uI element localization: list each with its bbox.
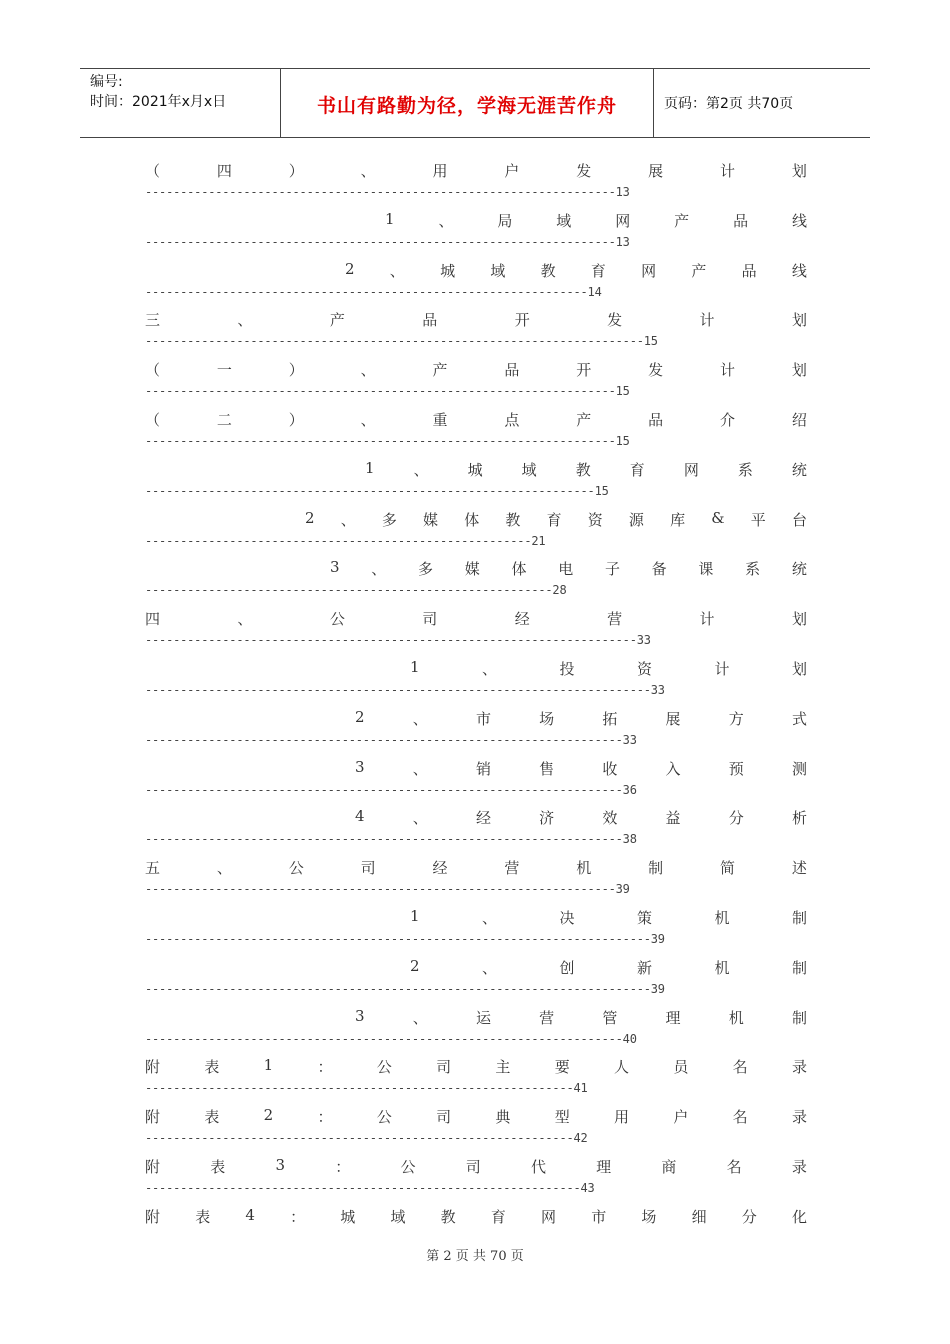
toc-entry-title: 附 表 3 ： 公 司 代 理 商 名 录 bbox=[145, 1155, 807, 1176]
toc-entry-title: 3 、 多 媒 体 电 子 备 课 系 统 bbox=[330, 558, 807, 579]
toc-entry-leader: --------------------------------------------------------------------40 bbox=[145, 1031, 637, 1046]
toc-entry-title: 3 、 运 营 管 理 机 制 bbox=[355, 1006, 807, 1027]
toc-entry-leader: ------------------------------------------------------------------------39 bbox=[145, 931, 665, 946]
toc-entry[interactable] bbox=[145, 250, 807, 300]
toc-entry-title: 四 、 公 司 经 营 计 划 bbox=[145, 610, 807, 629]
toc-entry-title: 附 表 2 ： 公 司 典 型 用 户 名 录 bbox=[145, 1106, 807, 1127]
toc-entry-title: 3 、 销 售 收 入 预 测 bbox=[355, 757, 807, 778]
toc-entry[interactable] bbox=[145, 748, 807, 798]
document-time-label: 时间：2021年x月x日 bbox=[90, 94, 227, 110]
toc-entry-leader: -------------------------------------------------------------------15 bbox=[145, 433, 630, 448]
toc-entry-leader: ---------------------------------------------------------------14 bbox=[145, 284, 602, 299]
toc-entry[interactable] bbox=[145, 648, 807, 698]
toc-entry[interactable] bbox=[145, 548, 807, 598]
page-header bbox=[80, 68, 870, 138]
toc-entry-leader: ----------------------------------------------------------------------33 bbox=[145, 633, 651, 648]
header-info-cell bbox=[80, 69, 281, 137]
toc-entry[interactable] bbox=[145, 399, 807, 449]
toc-entry-leader: -------------------------------------------------------------42 bbox=[145, 1131, 588, 1146]
toc-entry-title: 2 、 市 场 拓 展 方 式 bbox=[355, 707, 807, 728]
toc-entry[interactable] bbox=[145, 150, 807, 200]
toc-entry[interactable] bbox=[145, 499, 807, 549]
toc-entry[interactable] bbox=[145, 847, 807, 897]
toc-entry[interactable] bbox=[145, 349, 807, 399]
toc-entry-title: （ 二 ） 、 重 点 产 品 介 绍 bbox=[145, 410, 807, 429]
toc-entry[interactable] bbox=[145, 698, 807, 748]
toc-entry[interactable] bbox=[145, 1096, 807, 1146]
toc-entry[interactable] bbox=[145, 797, 807, 847]
toc-entry-leader: --------------------------------------------------------------------36 bbox=[145, 782, 637, 797]
toc-entry[interactable] bbox=[145, 299, 807, 349]
toc-entry[interactable] bbox=[145, 1046, 807, 1096]
toc-entry-title: （ 四 ） 、 用 户 发 展 计 划 bbox=[145, 162, 807, 180]
toc-entry[interactable] bbox=[145, 997, 807, 1047]
toc-entry[interactable] bbox=[145, 1146, 807, 1196]
toc-entry-title: 1 、 投 资 计 划 bbox=[410, 657, 807, 678]
toc-entry-leader: -----------------------------------------------------------------------15 bbox=[145, 334, 658, 349]
toc-entry-leader: ----------------------------------------------------------------15 bbox=[145, 483, 609, 498]
toc-entry-title: 2 、 城 域 教 育 网 产 品 线 bbox=[345, 259, 807, 280]
toc-entry-leader: -------------------------------------------------------------------13 bbox=[145, 185, 630, 199]
toc-entry-title: 1 、 城 域 教 育 网 系 统 bbox=[365, 458, 807, 479]
toc-entry[interactable] bbox=[145, 897, 807, 947]
toc-entry[interactable] bbox=[145, 1196, 807, 1246]
table-of-contents bbox=[145, 150, 807, 1246]
toc-entry-leader: -------------------------------------------------------------------15 bbox=[145, 384, 630, 399]
toc-entry-title: 三 、 产 品 开 发 计 划 bbox=[145, 311, 807, 330]
toc-entry-leader: ------------------------------------------------------------------------39 bbox=[145, 981, 665, 996]
toc-entry-leader: ------------------------------------------------------------------------33 bbox=[145, 682, 665, 697]
toc-entry-leader: --------------------------------------------------------------------33 bbox=[145, 732, 637, 747]
toc-entry-leader: -------------------------------------------------------------------13 bbox=[145, 234, 630, 249]
toc-entry-title: 五 、 公 司 经 营 机 制 简 述 bbox=[145, 859, 807, 878]
toc-entry-title: 附 表 4 ： 城 域 教 育 网 市 场 细 分 化 bbox=[145, 1205, 807, 1226]
toc-entry-leader: --------------------------------------------------------------------38 bbox=[145, 832, 637, 847]
toc-entry-leader: -------------------------------------------------------------------39 bbox=[145, 882, 630, 897]
header-page-number: 页码：第2页 共70页 bbox=[664, 96, 794, 112]
toc-entry-title: 1 、 局 域 网 产 品 线 bbox=[385, 209, 807, 230]
header-motto-cell bbox=[281, 69, 654, 137]
toc-entry-title: 附 表 1 ： 公 司 主 要 人 员 名 录 bbox=[145, 1056, 807, 1077]
document-number-label: 编号: bbox=[90, 74, 123, 90]
toc-entry-leader: --------------------------------------------------------------43 bbox=[145, 1180, 595, 1195]
toc-entry-leader: ----------------------------------------------------------28 bbox=[145, 583, 567, 598]
toc-entry-title: 1 、 决 策 机 制 bbox=[410, 906, 807, 927]
toc-entry[interactable] bbox=[145, 200, 807, 250]
toc-entry-leader: -------------------------------------------------------21 bbox=[145, 533, 546, 548]
toc-entry-title: 2 、 多 媒 体 教 育 资 源 库 & 平 台 bbox=[305, 508, 807, 529]
header-motto: 书山有路勤为径，学海无涯苦作舟 bbox=[316, 95, 617, 117]
toc-entry-title: 4 、 经 济 效 益 分 析 bbox=[355, 807, 807, 828]
toc-entry[interactable] bbox=[145, 449, 807, 499]
toc-entry-title: 2 、 创 新 机 制 bbox=[410, 956, 807, 977]
toc-entry-leader: -------------------------------------------------------------41 bbox=[145, 1081, 588, 1096]
toc-entry[interactable] bbox=[145, 947, 807, 997]
toc-entry-title: （ 一 ） 、 产 品 开 发 计 划 bbox=[145, 361, 807, 380]
page-footer: 第 2 页 共 70 页 bbox=[426, 1249, 524, 1264]
toc-entry[interactable] bbox=[145, 598, 807, 648]
header-page-cell bbox=[654, 69, 870, 137]
